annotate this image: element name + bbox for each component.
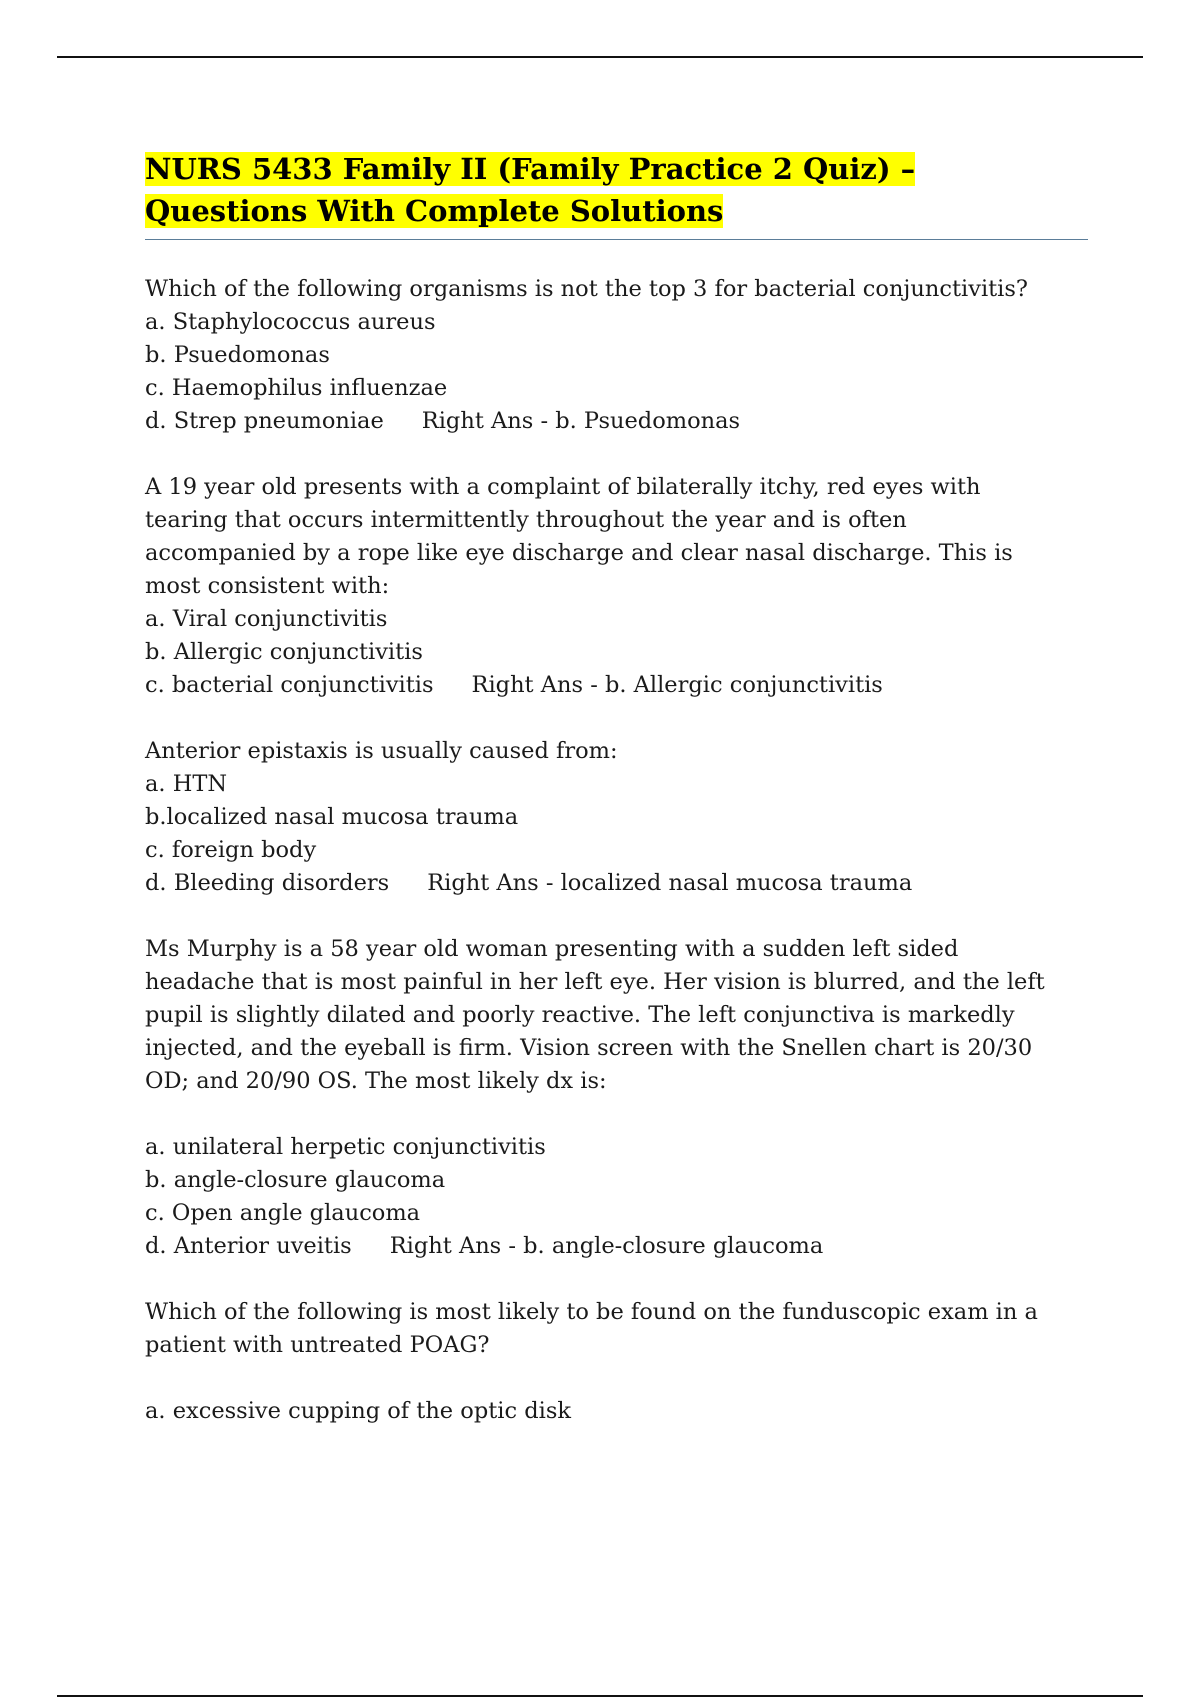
answer-option <box>145 867 1090 900</box>
answer-option-text: c. bacterial conjunctivitis <box>145 672 434 698</box>
question-stem-line: Ms Murphy is a 58 year old woman presenting with a sudden left sided <box>145 936 959 962</box>
answer-option <box>145 801 1090 834</box>
question-stem-line: accompanied by a rope like eye discharge and clear nasal discharge. This is <box>145 540 1013 566</box>
answer-option <box>145 603 1090 636</box>
answer-option <box>145 669 1090 702</box>
question-stem-line: Which of the following organisms is not the top 3 for bacterial conjunctivitis? <box>145 276 1028 302</box>
blank-line <box>145 1098 1090 1131</box>
answer-option <box>145 1197 1090 1230</box>
answer-option <box>145 1395 1090 1428</box>
question-stem-line: most consistent with: <box>145 573 390 599</box>
answer-option <box>145 636 1090 669</box>
answer-option-text: d. Strep pneumoniae <box>145 408 384 434</box>
answer-option <box>145 306 1090 339</box>
answer-option-text: b. angle-closure glaucoma <box>145 1167 446 1193</box>
question-stem-line: A 19 year old presents with a complaint of bilaterally itchy, red eyes with <box>145 474 981 500</box>
question-block <box>145 933 1090 1263</box>
answer-option-text: a. Staphylococcus aureus <box>145 309 436 335</box>
answer-option <box>145 339 1090 372</box>
question-stem-line: headache that is most painful in her left eye. Her vision is blurred, and the left <box>145 969 1045 995</box>
question-stem-line: Which of the following is most likely to be found on the funduscopic exam in a <box>145 1299 1038 1325</box>
answer-option <box>145 372 1090 405</box>
correct-answer: Right Ans - b. angle-closure glaucoma <box>389 1233 824 1259</box>
answer-option <box>145 768 1090 801</box>
question-stem-line: pupil is slightly dilated and poorly reactive. The left conjunctiva is markedly <box>145 1002 1015 1028</box>
answer-option-text: b.localized nasal mucosa trauma <box>145 804 519 830</box>
question-stem-line: tearing that occurs intermittently throughout the year and is often <box>145 507 907 533</box>
answer-option-text: a. unilateral herpetic conjunctivitis <box>145 1134 546 1160</box>
question-stem-line: OD; and 20/90 OS. The most likely dx is: <box>145 1068 607 1094</box>
blank-line <box>145 1362 1090 1395</box>
title-underline <box>145 239 1088 240</box>
question-list <box>145 273 1090 1428</box>
answer-option-text: b. Allergic conjunctivitis <box>145 639 423 665</box>
answer-option-text: c. foreign body <box>145 837 317 863</box>
answer-option <box>145 1131 1090 1164</box>
answer-option-text: c. Open angle glaucoma <box>145 1200 421 1226</box>
answer-option-text: a. excessive cupping of the optic disk <box>145 1398 571 1424</box>
answer-option-text: d. Anterior uveitis <box>145 1233 352 1259</box>
answer-option-text: c. Haemophilus influenzae <box>145 375 448 401</box>
footer-rule <box>57 1695 1143 1697</box>
question-block <box>145 471 1090 702</box>
title-line-1: NURS 5433 Family II (Family Practice 2 Quiz) – <box>145 152 916 186</box>
question-stem-line: Anterior epistaxis is usually caused from: <box>145 738 618 764</box>
title-line-2: Questions With Complete Solutions <box>145 194 724 228</box>
header-rule <box>57 56 1143 58</box>
answer-option-text: a. HTN <box>145 771 228 797</box>
answer-option <box>145 405 1090 438</box>
question-stem-line: patient with untreated POAG? <box>145 1332 490 1358</box>
question-block <box>145 1296 1090 1428</box>
question-block <box>145 273 1090 438</box>
answer-option-text: a. Viral conjunctivitis <box>145 606 388 632</box>
correct-answer: Right Ans - b. Psuedomonas <box>421 408 741 434</box>
question-stem-line: injected, and the eyeball is firm. Vision screen with the Snellen chart is 20/30 <box>145 1035 1033 1061</box>
document-title <box>145 148 1090 232</box>
answer-option <box>145 1164 1090 1197</box>
answer-option-text: d. Bleeding disorders <box>145 870 390 896</box>
answer-option-text: b. Psuedomonas <box>145 342 330 368</box>
correct-answer: Right Ans - localized nasal mucosa trauma <box>427 870 913 896</box>
answer-option <box>145 1230 1090 1263</box>
question-block <box>145 735 1090 900</box>
document-page <box>145 148 1090 1461</box>
answer-option <box>145 834 1090 867</box>
correct-answer: Right Ans - b. Allergic conjunctivitis <box>471 672 883 698</box>
